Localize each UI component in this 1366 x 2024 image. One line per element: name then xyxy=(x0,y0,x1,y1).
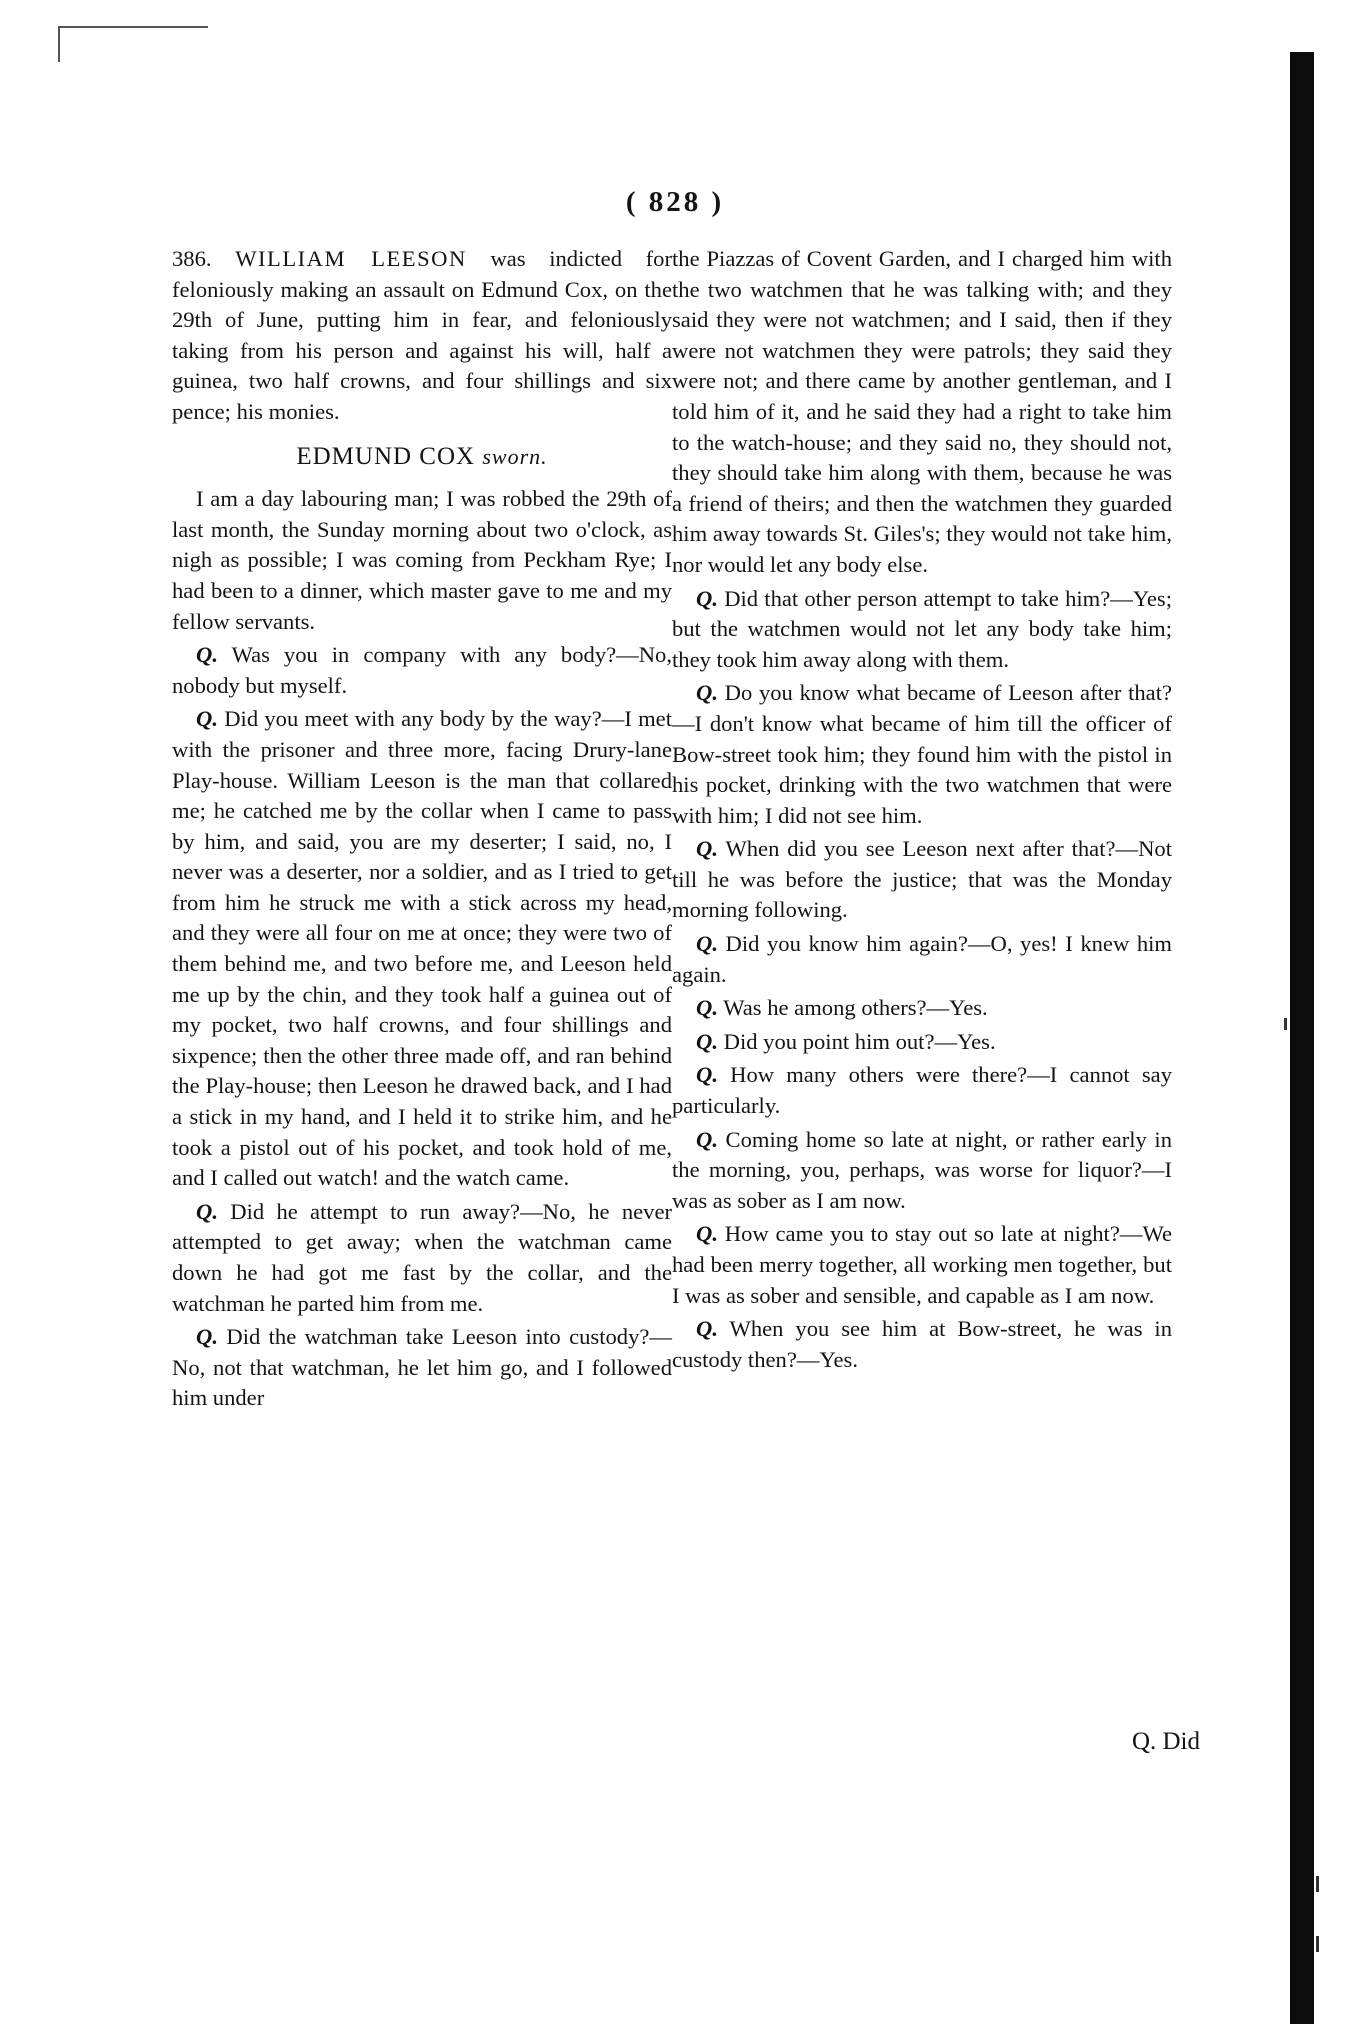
question-answer xyxy=(672,1219,1172,1311)
exchange-text: Do you know what became of Leeson after that?—I don't know what became of him till the officer of Bow-street took him; they found him with the pistol in his pocket, drinking with the two watchmen that were with him; I did not see him. xyxy=(672,680,1173,828)
question-marker: Q. xyxy=(696,1062,718,1088)
question-answer xyxy=(672,1125,1172,1217)
exchange-text: When you see him at Bow-street, he was in custody then?—Yes. xyxy=(672,1316,1172,1372)
defendant-name: WILLIAM LEESON xyxy=(235,246,467,271)
scan-edge-shadow xyxy=(1290,52,1314,2024)
text-column-right xyxy=(672,244,1172,1378)
exchange-text: When did you see Leeson next after that?—Not till he was before the justice; that was the Monday morning following. xyxy=(672,836,1172,923)
witness-heading xyxy=(172,442,672,473)
question-marker: Q. xyxy=(696,836,718,862)
scan-mark xyxy=(1284,1018,1287,1030)
question-marker: Q. xyxy=(696,1126,718,1152)
question-answer xyxy=(172,1197,672,1319)
question-answer xyxy=(672,1027,1172,1058)
exchange-text: Did you meet with any body by the way?—I met with the prisoner and three more, facing Drury-lane Play-house. William Leeson is the man that collared me; he catched me by the collar when I came to pass by him, and said, you are my deserter; I said, no, I never was a deserter, nor a soldier, and as I tried to get from him he struck me with a stick across my head, and they were all four on me at once; they were two of them behind me, and two before me, and Leeson held me up by the chin, and they took half a guinea out of my pocket, two half crowns, and four shillings and sixpence; then the other three made off, and ran behind the Play-house; then Leeson he drawed back, and I had a stick in my hand, and I held it to strike him, and he took a pistol out of his pocket, and took hold of me, and I called out watch! and the watch came. xyxy=(172,706,672,1191)
question-answer xyxy=(172,1322,672,1414)
question-answer xyxy=(672,678,1172,831)
catchword: Q. Did xyxy=(1131,1728,1200,1755)
exchange-text: Was he among others?—Yes. xyxy=(723,995,988,1021)
exchange-text: Did he attempt to run away?—No, he never attempted to get away; when the watchman came down he had got me fast by the collar, and the watchman he parted him from me. xyxy=(172,1198,672,1316)
testimony-intro: I am a day labouring man; I was robbed the 29th of last month, the Sunday morning about two o'clock, as nigh as possible; I was coming from Peckham Rye; I had been to a dinner, which master gave to me and my fellow servants. xyxy=(172,486,672,634)
witness-name: EDMUND COX xyxy=(296,442,476,470)
question-marker: Q. xyxy=(196,706,218,732)
scan-mark xyxy=(1316,1876,1319,1892)
page-corner-rule-vertical xyxy=(58,26,60,62)
continued-answer: the Piazzas of Covent Garden, and I charged him with the two watchmen that he was talking with; and they said they were not watchmen; and I said, then if they were not watchmen they were patrols; they said they were not; and there came by another gentleman, and I told him of it, and he said they had a right to take him to the watch-house; and they said no, they should not, they should take him along with them, because he was a friend of theirs; and then the watchmen they guarded him away towards St. Giles's; they would not take him, nor would let any body else. xyxy=(672,246,1172,577)
exchange-text: Did the watchman take Leeson into custody?—No, not that watchman, he let him go, and I followed him under xyxy=(172,1324,672,1411)
question-answer xyxy=(672,1060,1172,1121)
exchange-text: Did you know him again?—O, yes! I knew him again. xyxy=(672,931,1172,987)
scan-mark xyxy=(1316,1936,1319,1952)
page-number: ( 828 ) xyxy=(625,186,725,218)
page-corner-rule xyxy=(58,26,208,28)
question-answer xyxy=(172,640,672,701)
question-answer xyxy=(672,1314,1172,1375)
exchange-text: How many others were there?—I cannot say particularly. xyxy=(672,1062,1172,1119)
question-marker: Q. xyxy=(196,1198,218,1224)
indictment-text: was indicted for feloniously making an assault on Edmund Cox, on the 29th of June, putting him in fear, and feloniously taking from his person and against his will, half a guinea, two half crowns, and four shillings and six pence; his monies. xyxy=(172,246,672,424)
case-number: 386. xyxy=(172,246,212,271)
exchange-text: Did that other person attempt to take him?—Yes; but the watchmen would not let any body take him; they took him away along with them. xyxy=(672,585,1172,672)
exchange-text: Was you in company with any body?—No, nobody but myself. xyxy=(172,642,672,698)
question-marker: Q. xyxy=(696,931,718,957)
witness-status: sworn. xyxy=(482,443,548,469)
question-answer xyxy=(672,993,1172,1024)
question-answer xyxy=(672,584,1172,676)
exchange-text: Did you point him out?—Yes. xyxy=(723,1028,996,1054)
question-marker: Q. xyxy=(696,1028,718,1054)
text-column-left xyxy=(172,244,672,1417)
question-marker: Q. xyxy=(696,585,718,611)
exchange-text: How came you to stay out so late at night?—We had been merry together, all working men together, but I was as sober and sensible, and capable as I am now. xyxy=(672,1221,1172,1308)
question-marker: Q. xyxy=(696,680,718,706)
question-marker: Q. xyxy=(696,1316,718,1342)
question-marker: Q. xyxy=(196,1324,218,1350)
question-marker: Q. xyxy=(696,1221,718,1247)
question-answer xyxy=(672,929,1172,990)
question-answer xyxy=(672,834,1172,926)
question-marker: Q. xyxy=(696,995,718,1021)
question-marker: Q. xyxy=(196,642,218,668)
indictment-paragraph xyxy=(172,244,672,428)
question-answer xyxy=(172,704,672,1194)
exchange-text: Coming home so late at night, or rather early in the morning, you, perhaps, was worse for liquor?—I was as sober as I am now. xyxy=(672,1126,1173,1213)
